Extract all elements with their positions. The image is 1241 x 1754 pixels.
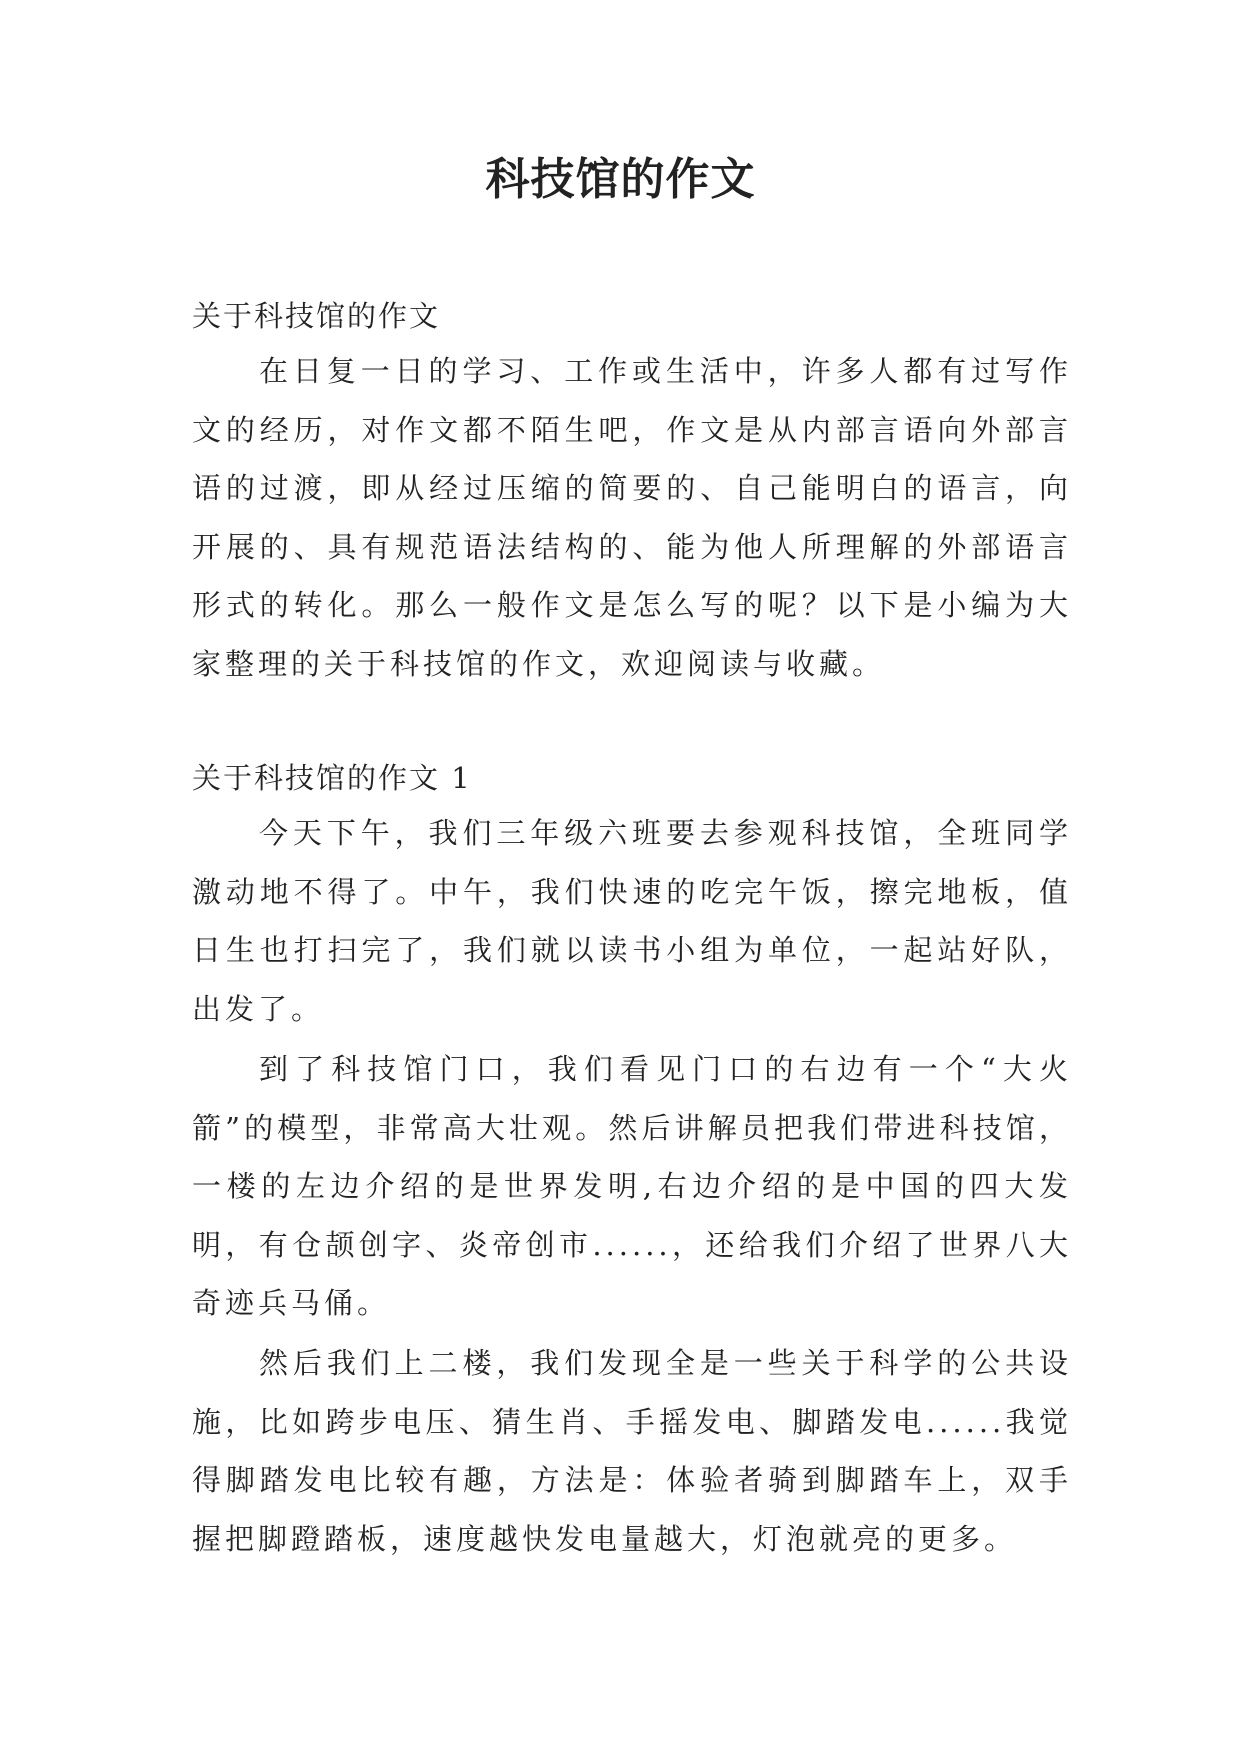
essay1-paragraph-1: 今天下午，我们三年级六班要去参观科技馆，全班同学激动地不得了。中午，我们快速的吃完午饭，擦完地板，值日生也打扫完了，我们就以读书小组为单位，一起站好队，出发了。 <box>192 816 1072 1026</box>
document-title: 科技馆的作文 <box>485 154 756 205</box>
intro-paragraph: 在日复一日的学习、工作或生活中，许多人都有过写作文的经历，对作文都不陌生吧，作文是从内部言语向外部言语的过渡，即从经过压缩的简要的、自己能明白的语言，向开展的、具有规范语法结构的、能为他人所理解的外部语言形式的转化。那么一般作文是怎么写的呢？以下是小编为大家整理的关于科技馆的作文，欢迎阅读与收藏。 <box>192 354 1072 681</box>
essay1-paragraph-2: 到了科技馆门口，我们看见门口的右边有一个“大火箭”的模型，非常高大壮观。然后讲解员把我们带进科技馆，一楼的左边介绍的是世界发明,右边介绍的是中国的四大发明，有仓颉创字、炎帝创市......，还给我们介绍了世界八大奇迹兵马俑。 <box>192 1052 1072 1320</box>
intro-heading: 关于科技馆的作文 <box>192 299 441 333</box>
essay1-heading: 关于科技馆的作文 1 <box>192 761 472 795</box>
essay1-paragraph-3: 然后我们上二楼，我们发现全是一些关于科学的公共设施，比如跨步电压、猜生肖、手摇发电、脚踏发电......我觉得脚踏发电比较有趣，方法是：体验者骑到脚踏车上，双手握把脚蹬踏板，速度越快发电量越大，灯泡就亮的更多。 <box>192 1346 1072 1556</box>
